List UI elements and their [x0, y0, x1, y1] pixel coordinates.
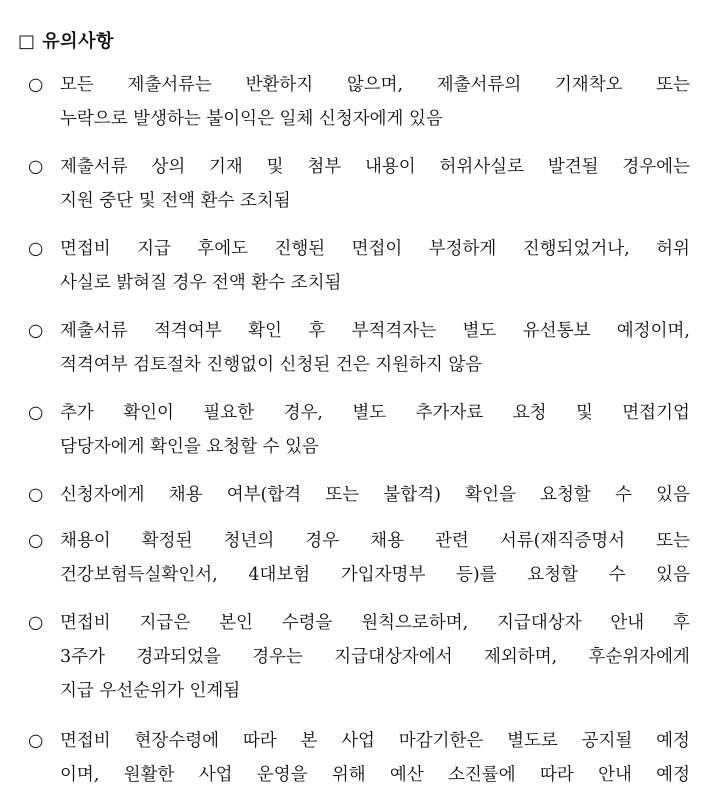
- circle-bullet-icon: ○: [28, 321, 44, 341]
- notice-line-2: 담당자에게 확인을 요청할 수 있음: [60, 437, 319, 457]
- circle-bullet-icon: ○: [28, 613, 44, 633]
- notice-item: [28, 724, 690, 792]
- circle-bullet-icon: ○: [28, 531, 44, 551]
- notice-line-1: 모든 제출서류는 반환하지 않으며, 제출서류의 기재착오 또는: [60, 75, 690, 95]
- notice-item: [28, 524, 690, 592]
- circle-bullet-icon: ○: [28, 75, 44, 95]
- notice-item: [28, 232, 690, 300]
- notice-line-3: 지급 우선순위가 인계됨: [60, 681, 241, 701]
- notice-line-2: 건강보험득실확인서, 4대보험 가입자명부 등)를 요청할 수 있음: [60, 565, 690, 585]
- section-title: 유의사항: [42, 31, 114, 52]
- notice-line-1: 제출서류 상의 기재 및 첨부 내용이 허위사실로 발견될 경우에는: [60, 157, 690, 177]
- notice-line-2: 이며, 원활한 사업 운영을 위해 예산 소진률에 따라 안내 예정: [60, 765, 690, 785]
- circle-bullet-icon: ○: [28, 157, 44, 177]
- notice-line-1: 면접비 현장수령에 따라 본 사업 마감기한은 별도로 공지될 예정: [60, 731, 690, 751]
- section-heading: [18, 30, 114, 54]
- notice-line-2: 지원 중단 및 전액 환수 조치됨: [60, 191, 291, 211]
- notice-line-2: 누락으로 발생하는 불이익은 일체 신청자에게 있음: [60, 109, 443, 129]
- circle-bullet-icon: ○: [28, 403, 44, 423]
- circle-bullet-icon: ○: [28, 731, 44, 751]
- notice-line-1: 추가 확인이 필요한 경우, 별도 추가자료 요청 및 면접기업: [60, 403, 690, 423]
- notice-line-1: 채용이 확정된 청년의 경우 채용 관련 서류(재직증명서 또는: [60, 531, 690, 551]
- notice-line-1: 신청자에게 채용 여부(합격 또는 불합격) 확인을 요청할 수 있음: [60, 485, 690, 505]
- circle-bullet-icon: ○: [28, 239, 44, 259]
- notice-line-1: 면접비 지급은 본인 수령을 원칙으로하며, 지급대상자 안내 후: [60, 613, 690, 633]
- notice-item: [28, 314, 690, 382]
- notice-line-1: 제출서류 적격여부 확인 후 부적격자는 별도 유선통보 예정이며,: [60, 321, 690, 341]
- notice-item: [28, 150, 690, 218]
- notice-item: [28, 68, 690, 136]
- checkbox-square-icon: □: [18, 31, 36, 52]
- circle-bullet-icon: ○: [28, 485, 44, 505]
- notice-item: [28, 606, 690, 708]
- notice-item: [28, 478, 690, 512]
- notice-line-1: 면접비 지급 후에도 진행된 면접이 부정하게 진행되었거나, 허위: [60, 239, 690, 259]
- notice-line-2: 적격여부 검토절차 진행없이 신청된 건은 지원하지 않음: [60, 355, 483, 375]
- notice-line-2: 3주가 경과되었을 경우는 지급대상자에서 제외하며, 후순위자에게: [60, 647, 690, 667]
- notice-line-2: 사실로 밝혀질 경우 전액 환수 조치됨: [60, 273, 342, 293]
- notice-item: [28, 396, 690, 464]
